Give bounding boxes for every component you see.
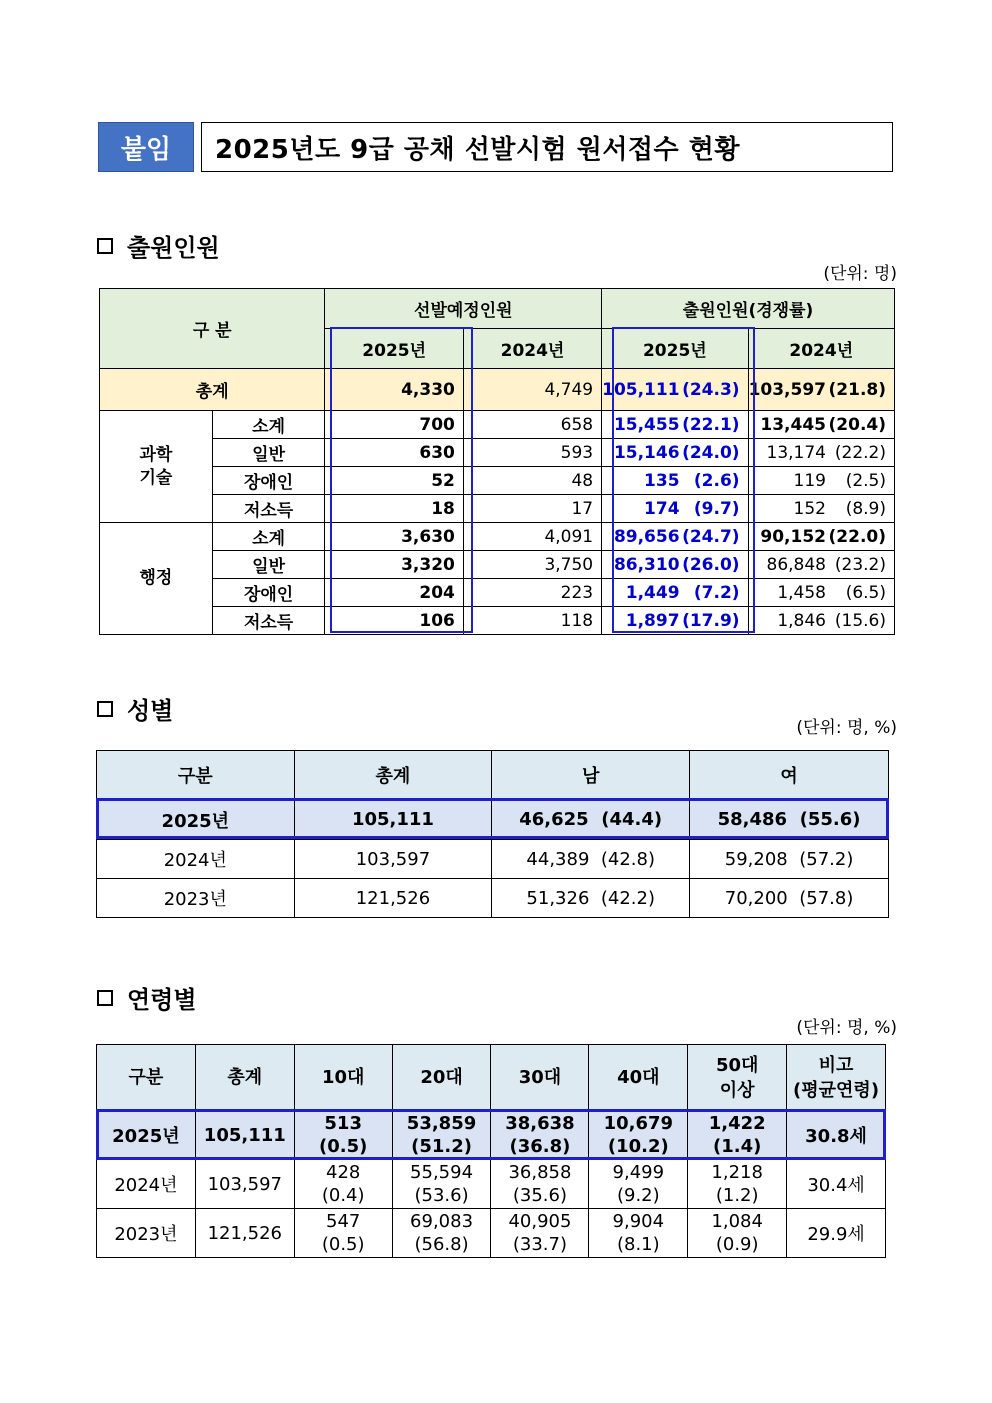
cell: 1,422 (1.4) (688, 1111, 787, 1160)
cell: 69,083 (56.8) (392, 1209, 491, 1258)
cell: 135 (2.6) (602, 467, 748, 495)
cell: 3,630 (325, 523, 463, 551)
table-row (100, 439, 895, 467)
table-row (100, 607, 895, 635)
table-row (100, 467, 895, 495)
cell: 18 (325, 495, 463, 523)
cell: 89,656 (24.7) (602, 523, 748, 551)
cell: 3,750 (463, 551, 601, 579)
cell: 13,445 (20.4) (748, 411, 894, 439)
cell: 44,389 (42.8) (492, 840, 690, 879)
cell: 700 (325, 411, 463, 439)
table-row (100, 579, 895, 607)
section-title: 출원인원 (127, 234, 220, 262)
cell: 51,326 (42.2) (492, 879, 690, 918)
cell: 3,320 (325, 551, 463, 579)
cell: 152 (8.9) (748, 495, 894, 523)
cell: 17 (463, 495, 601, 523)
unit-label: (단위: 명, %) (796, 1018, 897, 1038)
unit-label: (단위: 명) (823, 264, 897, 284)
table-row (100, 523, 895, 551)
cell: 103,597 (294, 840, 492, 879)
cell: 59,208 (57.2) (690, 840, 889, 879)
header-cell: 20대 (392, 1045, 491, 1111)
header-cell: 40대 (589, 1045, 688, 1111)
cell: 658 (463, 411, 601, 439)
cell: 86,848 (23.2) (748, 551, 894, 579)
cell: 174 (9.7) (602, 495, 748, 523)
applicants-table (99, 288, 895, 635)
section-heading-gender (97, 691, 173, 726)
cell: 1,449 (7.2) (602, 579, 748, 607)
cell: 4,091 (463, 523, 601, 551)
cell: 53,859 (51.2) (392, 1111, 491, 1160)
cell: 105,111 (294, 800, 492, 840)
cell: 118 (463, 607, 601, 635)
cell: 2024년 (97, 840, 295, 879)
table-row (97, 800, 889, 840)
cell: 103,597 (21.8) (748, 369, 894, 411)
checkbox-square-icon (97, 990, 113, 1006)
cell: 46,625 (44.4) (492, 800, 690, 840)
header-app-2025: 2025년 (602, 329, 748, 369)
table-row (97, 840, 889, 879)
cell: 121,526 (195, 1209, 294, 1258)
table-row (97, 1111, 886, 1160)
table-row (97, 1160, 886, 1209)
cell: 90,152 (22.0) (748, 523, 894, 551)
row-label: 장애인 (212, 467, 325, 495)
group-label: 행정 (100, 523, 213, 635)
cell: 223 (463, 579, 601, 607)
cell: 1,458 (6.5) (748, 579, 894, 607)
header-cell: 비고 (평균연령) (787, 1045, 886, 1111)
age-table (96, 1044, 886, 1258)
header-applied: 출원인원(경쟁률) (602, 289, 895, 329)
cell: 86,310 (26.0) (602, 551, 748, 579)
cell: 2025년 (97, 800, 295, 840)
table-row (100, 495, 895, 523)
cell: 103,597 (195, 1160, 294, 1209)
cell: 2023년 (97, 1209, 196, 1258)
header-cell: 구분 (97, 1045, 196, 1111)
row-label: 일반 (212, 551, 325, 579)
cell: 38,638 (36.8) (491, 1111, 589, 1160)
cell: 2023년 (97, 879, 295, 918)
cell: 547 (0.5) (294, 1209, 392, 1258)
total-label: 총계 (100, 369, 325, 411)
cell: 58,486 (55.6) (690, 800, 889, 840)
unit-label: (단위: 명, %) (796, 718, 897, 738)
page-title: 2025년도 9급 공채 선발시험 원서접수 현황 (201, 122, 893, 172)
cell: 29.9세 (787, 1209, 886, 1258)
row-label: 소계 (212, 411, 325, 439)
section-title: 성별 (127, 697, 174, 725)
cell: 105,111 (24.3) (602, 369, 748, 411)
header-cell: 남 (492, 751, 690, 800)
gender-table (96, 750, 889, 918)
table-row (100, 551, 895, 579)
cell: 70,200 (57.8) (690, 879, 889, 918)
cell: 40,905 (33.7) (491, 1209, 589, 1258)
row-label: 장애인 (212, 579, 325, 607)
header-plan-2025: 2025년 (325, 329, 463, 369)
cell: 204 (325, 579, 463, 607)
header-cell: 구분 (97, 751, 295, 800)
cell: 30.8세 (787, 1111, 886, 1160)
cell: 106 (325, 607, 463, 635)
header-planned: 선발예정인원 (325, 289, 602, 329)
cell: 36,858 (35.6) (491, 1160, 589, 1209)
table-row (97, 879, 889, 918)
table-row (100, 411, 895, 439)
cell: 1,218 (1.2) (688, 1160, 787, 1209)
section-heading-applicants (97, 228, 220, 263)
cell: 13,174 (22.2) (748, 439, 894, 467)
row-label: 일반 (212, 439, 325, 467)
header-cell: 총계 (195, 1045, 294, 1111)
cell: 2025년 (97, 1111, 196, 1160)
cell: 119 (2.5) (748, 467, 894, 495)
cell: 593 (463, 439, 601, 467)
cell: 4,749 (463, 369, 601, 411)
attachment-badge: 붙임 (98, 122, 194, 172)
header-app-2024: 2024년 (748, 329, 894, 369)
group-label: 과학 기술 (100, 411, 213, 523)
cell: 4,330 (325, 369, 463, 411)
row-label: 저소득 (212, 607, 325, 635)
cell: 9,904 (8.1) (589, 1209, 688, 1258)
cell: 55,594 (53.6) (392, 1160, 491, 1209)
cell: 52 (325, 467, 463, 495)
cell: 10,679 (10.2) (589, 1111, 688, 1160)
section-heading-age (97, 980, 197, 1015)
cell: 513 (0.5) (294, 1111, 392, 1160)
checkbox-square-icon (97, 701, 113, 717)
header-cell: 총계 (294, 751, 492, 800)
section-title: 연령별 (127, 986, 197, 1014)
header-cell: 여 (690, 751, 889, 800)
cell: 1,897 (17.9) (602, 607, 748, 635)
cell: 15,455 (22.1) (602, 411, 748, 439)
header-category: 구 분 (100, 289, 325, 369)
table-row (97, 1209, 886, 1258)
header-cell: 50대 이상 (688, 1045, 787, 1111)
cell: 30.4세 (787, 1160, 886, 1209)
total-row (100, 369, 895, 411)
row-label: 소계 (212, 523, 325, 551)
cell: 105,111 (195, 1111, 294, 1160)
cell: 2024년 (97, 1160, 196, 1209)
cell: 1,846 (15.6) (748, 607, 894, 635)
header-cell: 30대 (491, 1045, 589, 1111)
cell: 9,499 (9.2) (589, 1160, 688, 1209)
cell: 630 (325, 439, 463, 467)
header-cell: 10대 (294, 1045, 392, 1111)
header-plan-2024: 2024년 (463, 329, 601, 369)
cell: 428 (0.4) (294, 1160, 392, 1209)
cell: 15,146 (24.0) (602, 439, 748, 467)
cell: 48 (463, 467, 601, 495)
cell: 121,526 (294, 879, 492, 918)
cell: 1,084 (0.9) (688, 1209, 787, 1258)
row-label: 저소득 (212, 495, 325, 523)
checkbox-square-icon (97, 238, 113, 254)
